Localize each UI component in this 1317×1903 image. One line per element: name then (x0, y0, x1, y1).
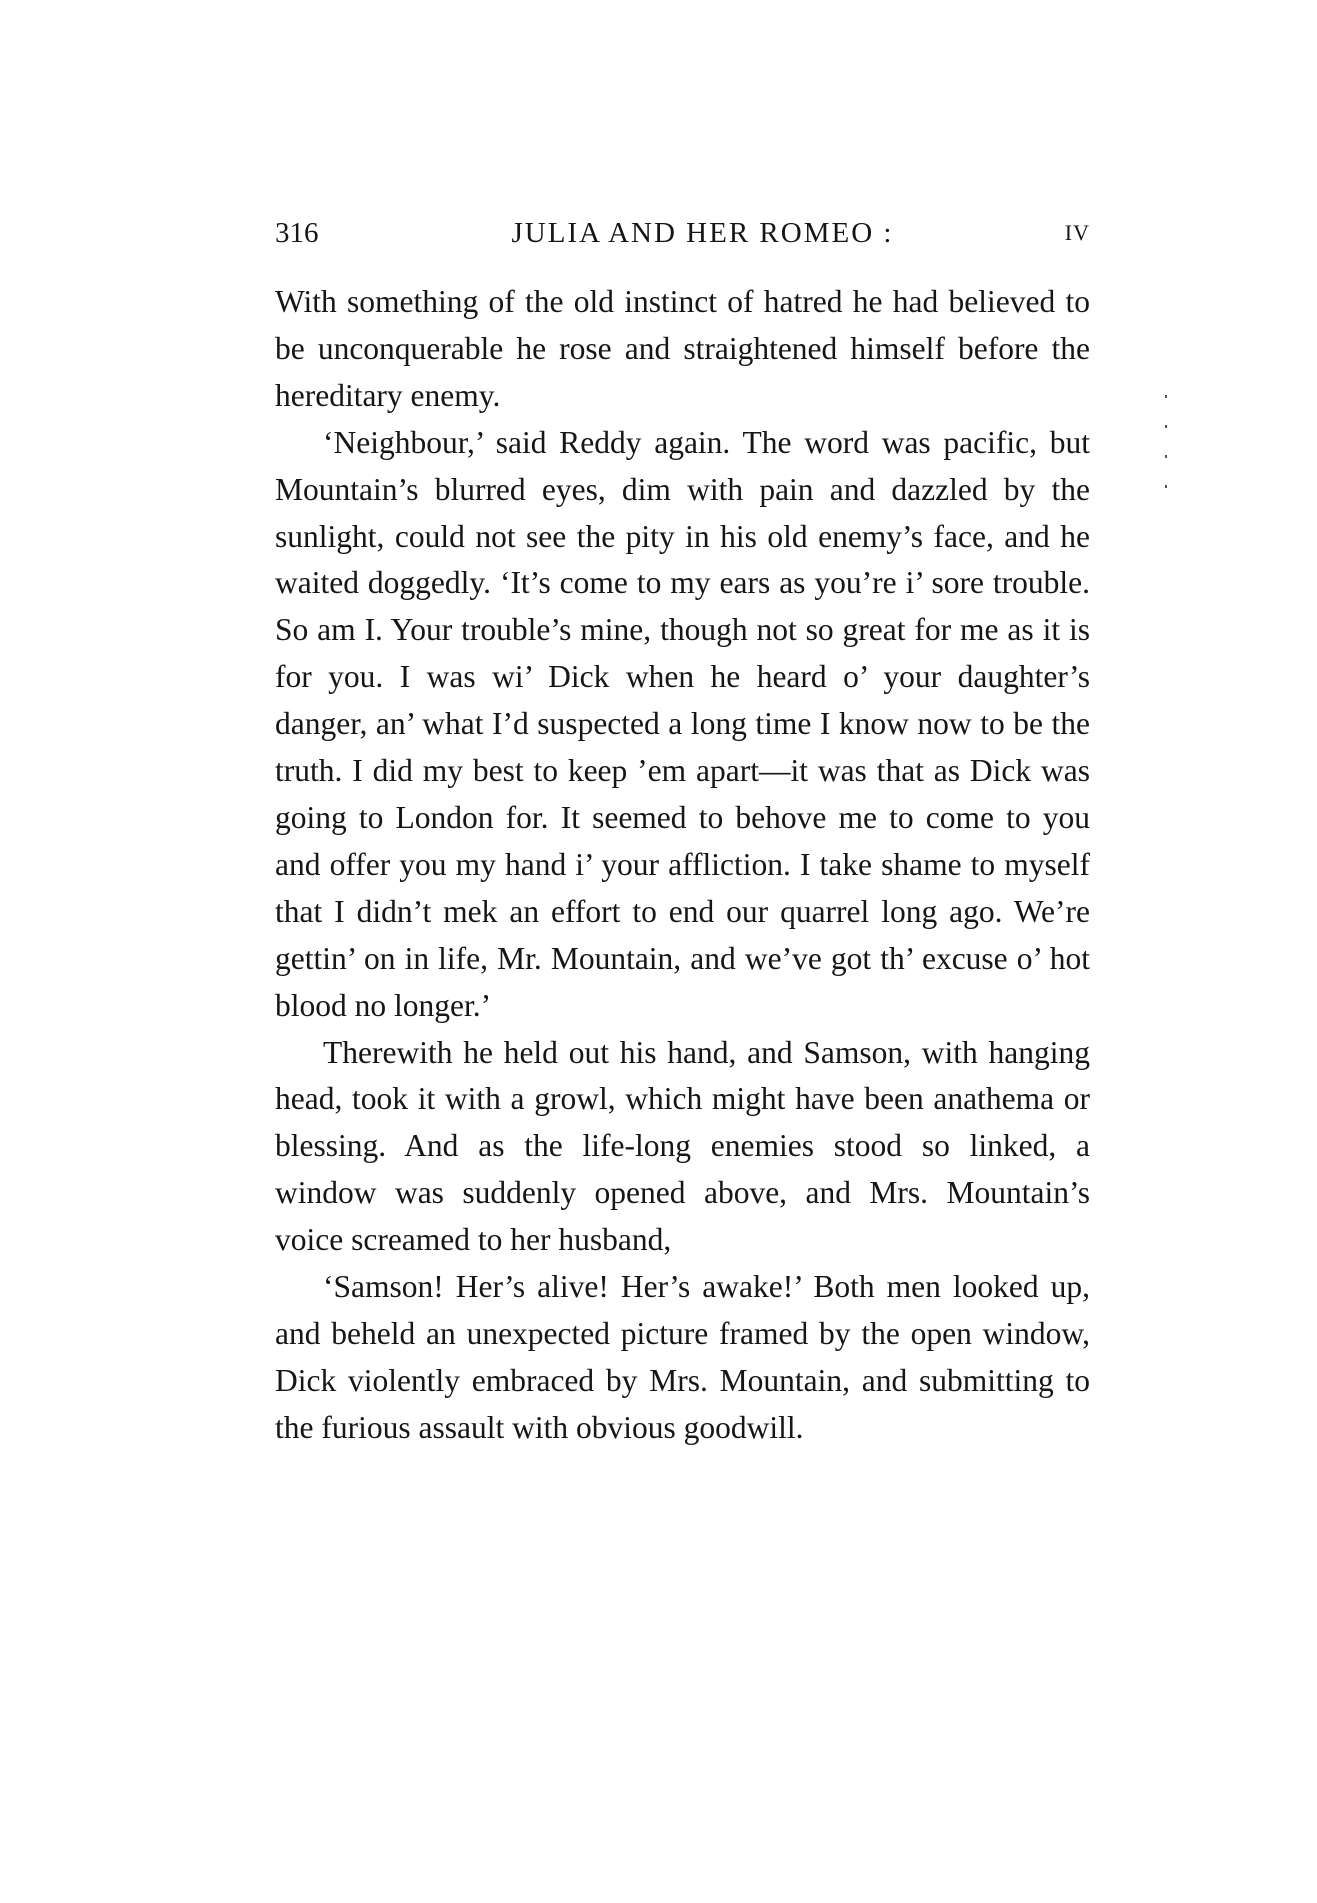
chapter-mark: IV (1064, 220, 1090, 245)
body-text (275, 279, 1090, 1452)
paragraph: ‘Neighbour,’ said Reddy again. The word was pacific, but Mountain’s blurred eyes, dim with pain and dazzled by the sunlight, could not see the pity in his old enemy’s face, and he waited doggedly. ‘It’s come to my ears as you’re i’ sore trouble. So am I. Your trouble’s mine, though not so great for me as it is for you. I was wi’ Dick when he heard o’ your daughter’s danger, an’ what I’d suspected a long time I know now to be the truth. I did my best to keep ’em apart—it was that as Dick was going to London for. It seemed to behove me to come to you and offer you my hand i’ your affliction. I take shame to myself that I didn’t mek an effort to end our quarrel long ago. We’re gettin’ on in life, Mr. Mountain, and we’ve got th’ excuse o’ hot blood no longer.’ (275, 424, 1090, 1023)
speck (1165, 395, 1167, 398)
speck (1165, 485, 1167, 488)
running-head (275, 213, 1090, 253)
speck (1165, 455, 1167, 458)
page-number: 316 (275, 217, 319, 249)
paragraph: With something of the old instinct of hatred he had believed to be unconquerable he rose and straightened himself before the hereditary enemy. (275, 284, 1090, 413)
paragraph: Therewith he held out his hand, and Samson, with hanging head, took it with a growl, which might have been anathema or blessing. And as the life-long enemies stood so linked, a window was suddenly opened above, and Mrs. Mountain’s voice screamed to her husband, (275, 1034, 1090, 1258)
paragraph: ‘Samson! Her’s alive! Her’s awake!’ Both men looked up, and beheld an unexpected picture framed by the open window, Dick violently embraced by Mrs. Mountain, and submitting to the furious assault with obvious goodwill. (275, 1269, 1090, 1445)
running-title: JULIA AND HER ROMEO : (511, 217, 894, 249)
margin-specks (1165, 385, 1169, 495)
speck (1165, 425, 1167, 428)
